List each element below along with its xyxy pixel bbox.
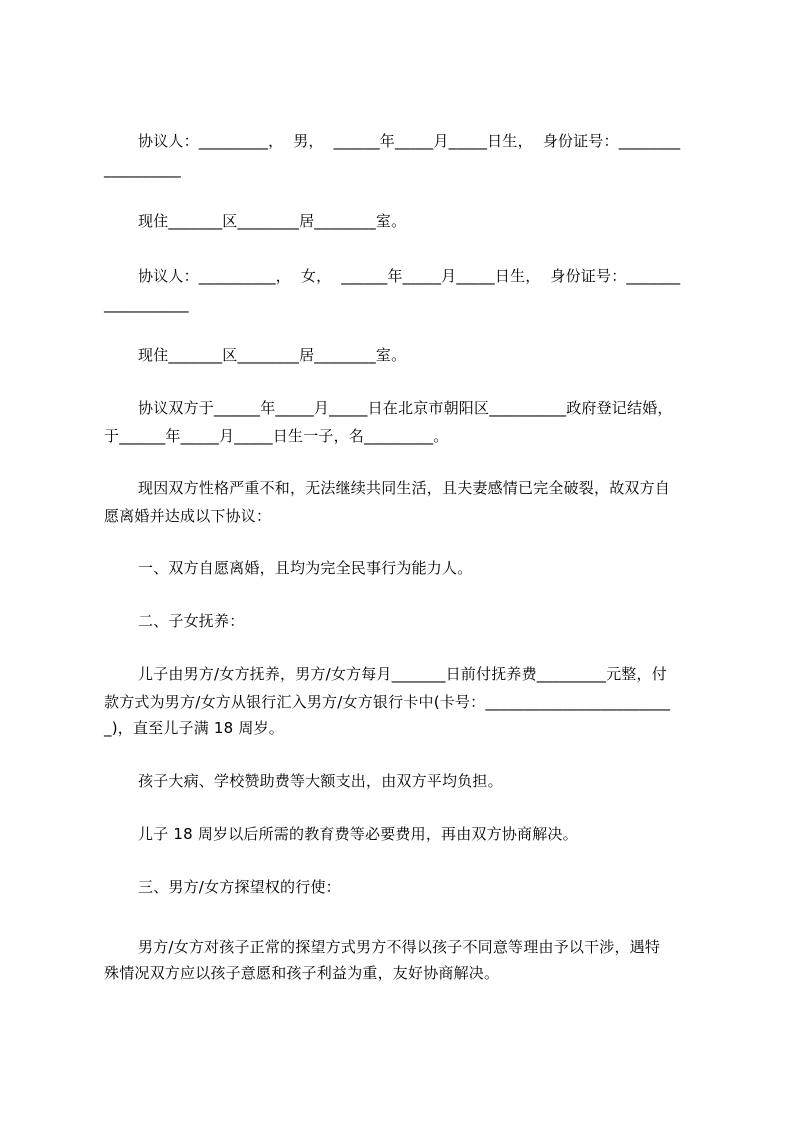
party-man-line: 协议人：_________， 男， ______年_____月_____日生， 身份证号：________ (138, 132, 681, 150)
clause-three-heading: 三、男方/女方探望权的行使： (138, 878, 341, 896)
education-expenses: 儿子 18 周岁以后所需的教育费等必要费用，再由双方协商解决。 (138, 825, 578, 843)
visitation-rights: 男方/女方对孩子正常的探望方式男方不得以孩子不同意等理由予以干涉，遇特 (138, 938, 661, 956)
party-man-address: 现住_______区________居________室。 (138, 212, 407, 230)
party-woman-line: 协议人：__________， 女， ______年_____月_____日生， 身份证号：_______ (138, 267, 681, 285)
child-birth-line: 于______年_____月_____日生一子，名_________。 (104, 427, 449, 445)
clause-two-heading: 二、子女抚养： (138, 612, 245, 630)
child-support-until: _)，直至儿子满 18 周岁。 (104, 719, 284, 737)
child-support-line: 儿子由男方/女方抚养，男方/女方每月_______日前付抚养费_________元整，付 (138, 665, 667, 683)
marriage-registration: 协议双方于______年_____月_____日在北京市朝阳区__________政府登记结婚， (138, 399, 673, 417)
divorce-reason-cont: 愿离婚并达成以下协议： (104, 507, 272, 525)
child-support-payment: 款方式为男方/女方从银行汇入男方/女方银行卡中(卡号：________________________ (104, 693, 671, 711)
clause-one: 一、双方自愿离婚，且均为完全民事行为能力人。 (138, 559, 473, 577)
divorce-reason: 现因双方性格严重不和，无法继续共同生活，且夫妻感情已完全破裂，故双方自 (138, 479, 671, 497)
party-woman-address: 现住_______区________居________室。 (138, 346, 407, 364)
party-man-line-cont: __________ (104, 160, 181, 178)
visitation-rights-cont: 殊情况双方应以孩子意愿和孩子利益为重，友好协商解决。 (104, 964, 500, 982)
party-woman-line-cont: ___________ (104, 295, 189, 313)
major-expenses: 孩子大病、学校赞助费等大额支出，由双方平均负担。 (138, 772, 503, 790)
